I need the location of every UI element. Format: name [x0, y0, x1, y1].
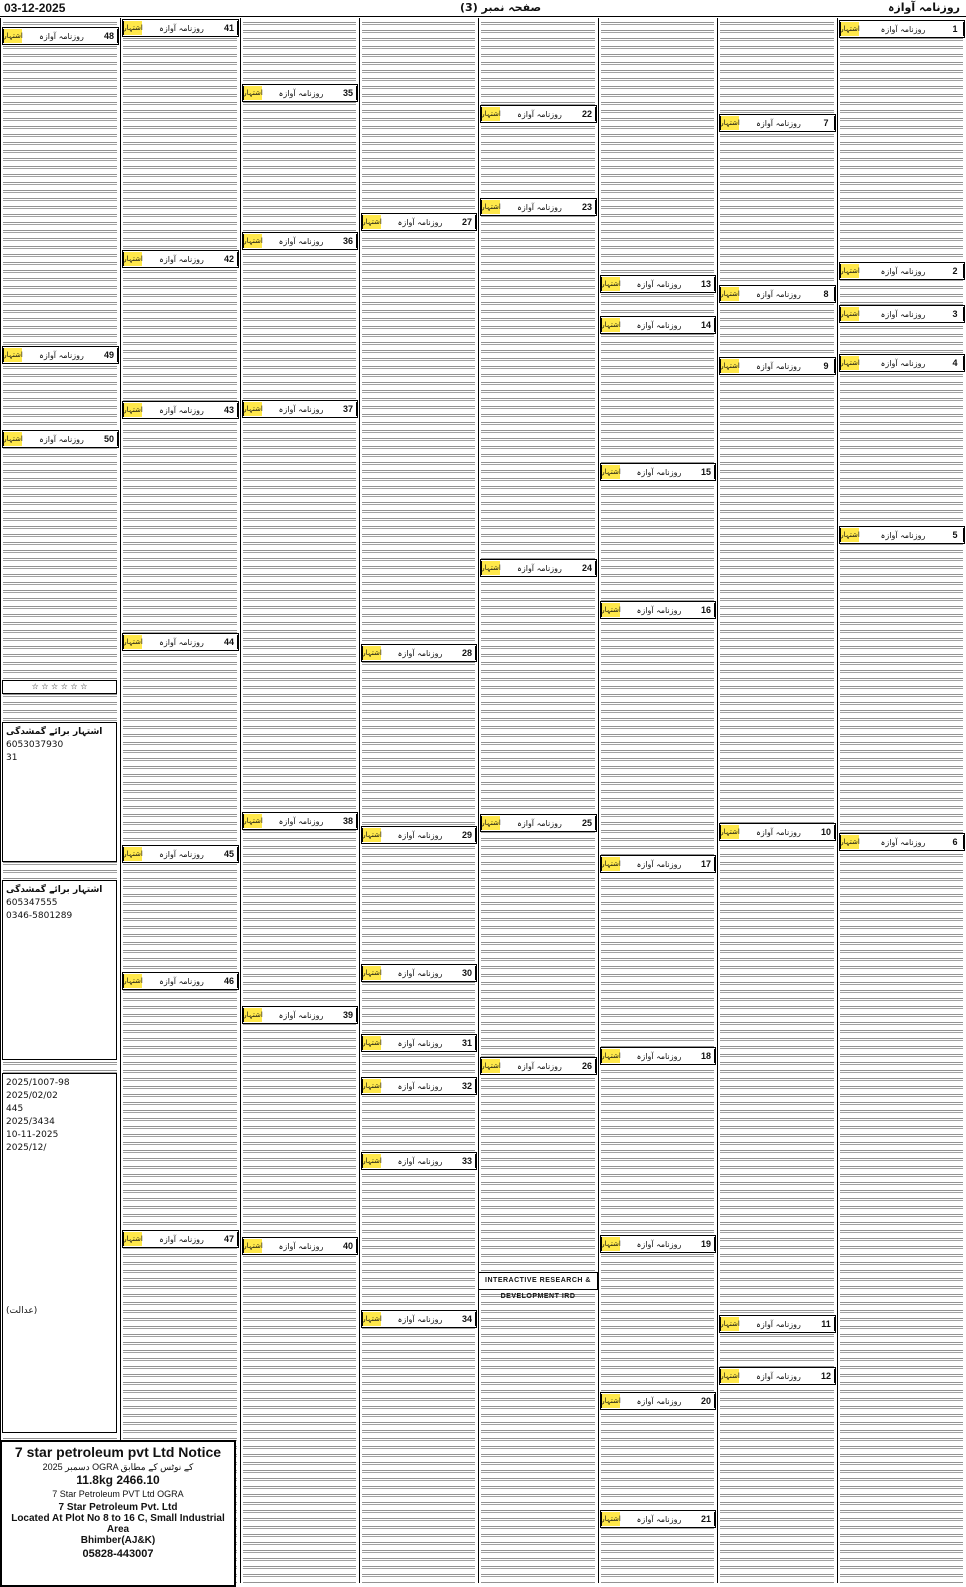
section-header [122, 845, 239, 863]
section-header [242, 84, 358, 102]
section-number: 27 [459, 215, 476, 229]
section-tag: اشتہار [362, 828, 381, 842]
section-number: 3 [947, 307, 964, 321]
section-tag: اشتہار [123, 252, 142, 266]
section-title: روزنامہ آوازہ [397, 830, 443, 840]
section-number: 50 [101, 432, 118, 446]
section-title: روزنامہ آوازہ [397, 968, 443, 978]
column-4 [359, 18, 477, 1583]
section-number: 13 [698, 277, 715, 291]
section-tag: اشتہار [123, 403, 142, 417]
lost-notice-1 [2, 722, 117, 862]
section-header [122, 19, 239, 37]
section-number: 25 [579, 816, 596, 830]
petroleum-notice-price: 11.8kg 2466.10 [76, 1473, 160, 1487]
section-header [600, 1392, 716, 1410]
section-header [480, 198, 597, 216]
section-tag: اشتہار [362, 215, 381, 229]
section-header [242, 812, 358, 830]
section-header [600, 1235, 716, 1253]
section-tag: اشتہار [720, 1369, 739, 1383]
section-title: روزنامہ آوازہ [397, 1081, 443, 1091]
section-title: روزنامہ آوازہ [880, 266, 926, 276]
section-header [242, 1006, 358, 1024]
petroleum-notice-line2: 7 Star Petroleum PVT Ltd OGRA [52, 1489, 184, 1499]
section-tag: اشتہار [840, 264, 859, 278]
section-number: 18 [698, 1049, 715, 1063]
section-title: روزنامہ آوازہ [636, 1051, 682, 1061]
section-number: 6 [947, 835, 964, 849]
section-header [361, 1310, 477, 1328]
section-header [122, 1230, 239, 1248]
column-8 [837, 18, 965, 1583]
section-title: روزنامہ آوازہ [397, 1156, 443, 1166]
section-title: روزنامہ آوازہ [636, 1396, 682, 1406]
petroleum-city: Bhimber(AJ&K) [80, 1535, 156, 1546]
section-tag: اشتہار [362, 1079, 381, 1093]
section-tag: اشتہار [123, 847, 142, 861]
section-header [839, 833, 965, 851]
section-header [839, 354, 965, 372]
section-number: 14 [698, 318, 715, 332]
section-tag: اشتہار [123, 1232, 142, 1246]
section-number: 28 [459, 646, 476, 660]
section-number: 47 [221, 1232, 238, 1246]
lost-notice-date: 31 [6, 753, 18, 763]
section-header [600, 275, 716, 293]
lost-notice-2 [2, 880, 117, 1060]
section-tag: اشتہار [720, 287, 739, 301]
section-title: روزنامہ آوازہ [397, 648, 443, 658]
lost-notice-number: 605347555 [6, 898, 58, 908]
section-header [719, 357, 836, 375]
section-title: روزنامہ آوازہ [397, 1038, 443, 1048]
section-title: روزنامہ آوازہ [880, 530, 926, 540]
section-title: روزنامہ آوازہ [397, 217, 443, 227]
section-number: 42 [221, 252, 238, 266]
section-number: 11 [818, 1317, 835, 1331]
section-header [2, 346, 119, 364]
section-tag: اشتہار [601, 1394, 620, 1408]
section-title: روزنامہ آوازہ [278, 236, 324, 246]
page-header [0, 0, 966, 17]
section-tag: اشتہار [123, 21, 142, 35]
section-tag: اشتہار [362, 1154, 381, 1168]
section-header [361, 1152, 477, 1170]
section-number: 43 [221, 403, 238, 417]
lost-notice-title: اشتہار برائے گمشدگی [6, 727, 103, 737]
section-number: 17 [698, 857, 715, 871]
section-tag: اشتہار [243, 234, 262, 248]
section-number: 2 [947, 264, 964, 278]
section-number: 16 [698, 603, 715, 617]
section-title: روزنامہ آوازہ [517, 109, 562, 119]
section-header [361, 644, 477, 662]
section-tag: اشتہار [243, 1008, 262, 1022]
section-tag: اشتہار [481, 1059, 500, 1073]
section-number: 22 [579, 107, 596, 121]
section-title: روزنامہ آوازہ [636, 320, 682, 330]
section-title: روزنامہ آوازہ [517, 202, 562, 212]
section-tag: اشتہار [840, 356, 859, 370]
section-tag: اشتہار [720, 1317, 739, 1331]
lost-notice-phone: 0346-5801289 [6, 911, 73, 921]
section-title: روزنامہ آوازہ [39, 31, 84, 41]
section-number: 15 [698, 465, 715, 479]
section-number: 21 [698, 1512, 715, 1526]
column-7 [717, 18, 836, 1583]
section-tag: اشتہار [481, 816, 500, 830]
section-header [122, 972, 239, 990]
section-title: روزنامہ آوازہ [39, 434, 84, 444]
section-number: 49 [101, 348, 118, 362]
column-6 [598, 18, 716, 1583]
section-tag: اشتہار [601, 318, 620, 332]
section-title: روزنامہ آوازہ [278, 1241, 324, 1251]
section-tag: اشتہار [3, 348, 22, 362]
section-number: 10 [818, 825, 835, 839]
section-tag: اشتہار [481, 200, 500, 214]
section-number: 35 [340, 86, 357, 100]
issue-date: 03-12-2025 [4, 1, 66, 15]
section-header [480, 1057, 597, 1075]
section-header [839, 262, 965, 280]
court-notice-amount: 445 [6, 1104, 24, 1114]
section-title: روزنامہ آوازہ [397, 1314, 443, 1324]
section-tag: اشتہار [362, 646, 381, 660]
section-tag: اشتہار [243, 814, 262, 828]
petroleum-notice-line1: دسمبر 2025 OGRA کے نوٹس کے مطابق [42, 1462, 194, 1472]
section-title: روزنامہ آوازہ [636, 1514, 682, 1524]
section-title: روزنامہ آوازہ [517, 1061, 562, 1071]
section-number: 37 [340, 402, 357, 416]
petroleum-address: Located At Plot No 8 to 16 C, Small Industrial Area [11, 1513, 225, 1535]
page-number-label: صفحہ نمبر (3) [460, 1, 542, 14]
section-title: روزنامہ آوازہ [278, 1010, 324, 1020]
section-title: روزنامہ آوازہ [756, 118, 801, 128]
section-title: روزنامہ آوازہ [636, 859, 682, 869]
petroleum-company-name: 7 Star Petroleum Pvt. Ltd [58, 1502, 178, 1513]
section-tag: اشتہار [601, 857, 620, 871]
section-header [719, 285, 836, 303]
section-number: 48 [101, 29, 118, 43]
section-header [480, 814, 597, 832]
lost-notice-phone: 6053037930 [6, 740, 64, 750]
court-notice-signature: (عدالت) [6, 1306, 38, 1316]
section-tag: اشتہار [720, 359, 739, 373]
section-title: روزنامہ آوازہ [278, 816, 324, 826]
section-title: روزنامہ آوازہ [636, 279, 682, 289]
ird-banner: INTERACTIVE RESEARCH & DEVELOPMENT IRD [478, 1272, 598, 1290]
section-number: 20 [698, 1394, 715, 1408]
section-header [839, 305, 965, 323]
section-tag: اشتہار [243, 402, 262, 416]
section-tag: اشتہار [840, 528, 859, 542]
section-number: 26 [579, 1059, 596, 1073]
section-number: 1 [947, 22, 964, 36]
section-title: روزنامہ آوازہ [636, 467, 682, 477]
section-header [242, 1237, 358, 1255]
column-5 [478, 18, 597, 1583]
court-notice-date3: 2025/12/ [6, 1143, 47, 1153]
section-header [600, 601, 716, 619]
section-header [600, 316, 716, 334]
section-number: 46 [221, 974, 238, 988]
section-header [600, 855, 716, 873]
section-title: روزنامہ آوازہ [756, 827, 801, 837]
section-header [2, 430, 119, 448]
section-header [2, 27, 119, 45]
newspaper-name: روزنامہ آوازہ [887, 1, 960, 14]
section-number: 5 [947, 528, 964, 542]
section-title: روزنامہ آوازہ [756, 1319, 801, 1329]
section-header [242, 400, 358, 418]
section-tag: اشتہار [840, 307, 859, 321]
section-number: 8 [818, 287, 835, 301]
section-title: روزنامہ آوازہ [278, 88, 324, 98]
section-tag: اشتہار [481, 561, 500, 575]
section-header [242, 232, 358, 250]
section-tag: اشتہار [243, 1239, 262, 1253]
section-title: روزنامہ آوازہ [756, 361, 801, 371]
section-title: روزنامہ آوازہ [39, 350, 84, 360]
section-header [361, 964, 477, 982]
section-number: 31 [459, 1036, 476, 1050]
section-title: روزنامہ آوازہ [756, 1371, 801, 1381]
section-tag: اشتہار [601, 277, 620, 291]
section-tag: اشتہار [123, 635, 142, 649]
section-header [361, 826, 477, 844]
petroleum-notice [0, 1440, 236, 1587]
section-title: روزنامہ آوازہ [517, 563, 562, 573]
section-number: 7 [818, 116, 835, 130]
section-number: 40 [340, 1239, 357, 1253]
section-title: روزنامہ آوازہ [880, 837, 926, 847]
section-header [361, 1077, 477, 1095]
section-tag: اشتہار [601, 1512, 620, 1526]
section-number: 30 [459, 966, 476, 980]
section-number: 41 [221, 21, 238, 35]
section-title: روزنامہ آوازہ [159, 637, 204, 647]
section-header [719, 1367, 836, 1385]
section-header [719, 1315, 836, 1333]
section-number: 9 [818, 359, 835, 373]
section-header [361, 213, 477, 231]
section-title: روزنامہ آوازہ [880, 309, 926, 319]
section-tag: اشتہار [840, 835, 859, 849]
court-notice-date2: 10-11-2025 [6, 1130, 59, 1140]
section-header [600, 463, 716, 481]
section-title: روزنامہ آوازہ [517, 818, 562, 828]
section-number: 34 [459, 1312, 476, 1326]
section-number: 44 [221, 635, 238, 649]
section-tag: اشتہار [720, 825, 739, 839]
section-header [839, 526, 965, 544]
section-number: 38 [340, 814, 357, 828]
section-number: 33 [459, 1154, 476, 1168]
court-notice-ref2: 2025/3434 [6, 1117, 55, 1127]
court-notice-ref: 2025/1007-98 [6, 1078, 70, 1088]
section-header [122, 633, 239, 651]
section-title: روزنامہ آوازہ [756, 289, 801, 299]
section-tag: اشتہار [601, 1237, 620, 1251]
section-number: 4 [947, 356, 964, 370]
section-tag: اشتہار [601, 603, 620, 617]
section-tag: اشتہار [601, 1049, 620, 1063]
section-number: 39 [340, 1008, 357, 1022]
section-title: روزنامہ آوازہ [880, 358, 926, 368]
section-tag: اشتہار [243, 86, 262, 100]
section-tag: اشتہار [481, 107, 500, 121]
section-number: 36 [340, 234, 357, 248]
petroleum-notice-title: 7 star petroleum pvt Ltd Notice [14, 1444, 222, 1460]
stars-text: ☆ ☆ ☆ ☆ ☆ ☆ [31, 682, 88, 691]
section-tag: اشتہار [840, 22, 859, 36]
court-notice [2, 1073, 117, 1433]
section-title: روزنامہ آوازہ [159, 23, 204, 33]
section-tag: اشتہار [123, 974, 142, 988]
section-number: 45 [221, 847, 238, 861]
column-3 [240, 18, 358, 1583]
section-tag: اشتہار [362, 1036, 381, 1050]
section-header [600, 1510, 716, 1528]
section-header [480, 105, 597, 123]
stars-divider [2, 680, 117, 694]
section-title: روزنامہ آوازہ [159, 849, 204, 859]
court-notice-date1: 2025/02/02 [6, 1091, 58, 1101]
section-tag: اشتہار [601, 465, 620, 479]
section-title: روزنامہ آوازہ [159, 976, 204, 986]
section-header [839, 20, 965, 38]
section-tag: اشتہار [3, 29, 22, 43]
section-number: 23 [579, 200, 596, 214]
section-header [719, 823, 836, 841]
section-header [719, 114, 836, 132]
section-number: 32 [459, 1079, 476, 1093]
section-tag: اشتہار [3, 432, 22, 446]
section-title: روزنامہ آوازہ [159, 405, 204, 415]
section-header [122, 250, 239, 268]
section-title: روزنامہ آوازہ [159, 254, 204, 264]
section-title: روزنامہ آوازہ [880, 24, 926, 34]
section-title: روزنامہ آوازہ [278, 404, 324, 414]
section-tag: اشتہار [362, 1312, 381, 1326]
lost-notice-title: اشتہار برائے گمشدگی [6, 885, 103, 895]
section-tag: اشتہار [720, 116, 739, 130]
section-header [480, 559, 597, 577]
section-tag: اشتہار [362, 966, 381, 980]
section-title: روزنامہ آوازہ [636, 605, 682, 615]
section-header [600, 1047, 716, 1065]
section-number: 19 [698, 1237, 715, 1251]
section-number: 29 [459, 828, 476, 842]
section-title: روزنامہ آوازہ [636, 1239, 682, 1249]
section-number: 12 [818, 1369, 835, 1383]
section-header [122, 401, 239, 419]
section-header [361, 1034, 477, 1052]
section-number: 24 [579, 561, 596, 575]
section-title: روزنامہ آوازہ [159, 1234, 204, 1244]
petroleum-phone: 05828-443007 [82, 1548, 154, 1560]
